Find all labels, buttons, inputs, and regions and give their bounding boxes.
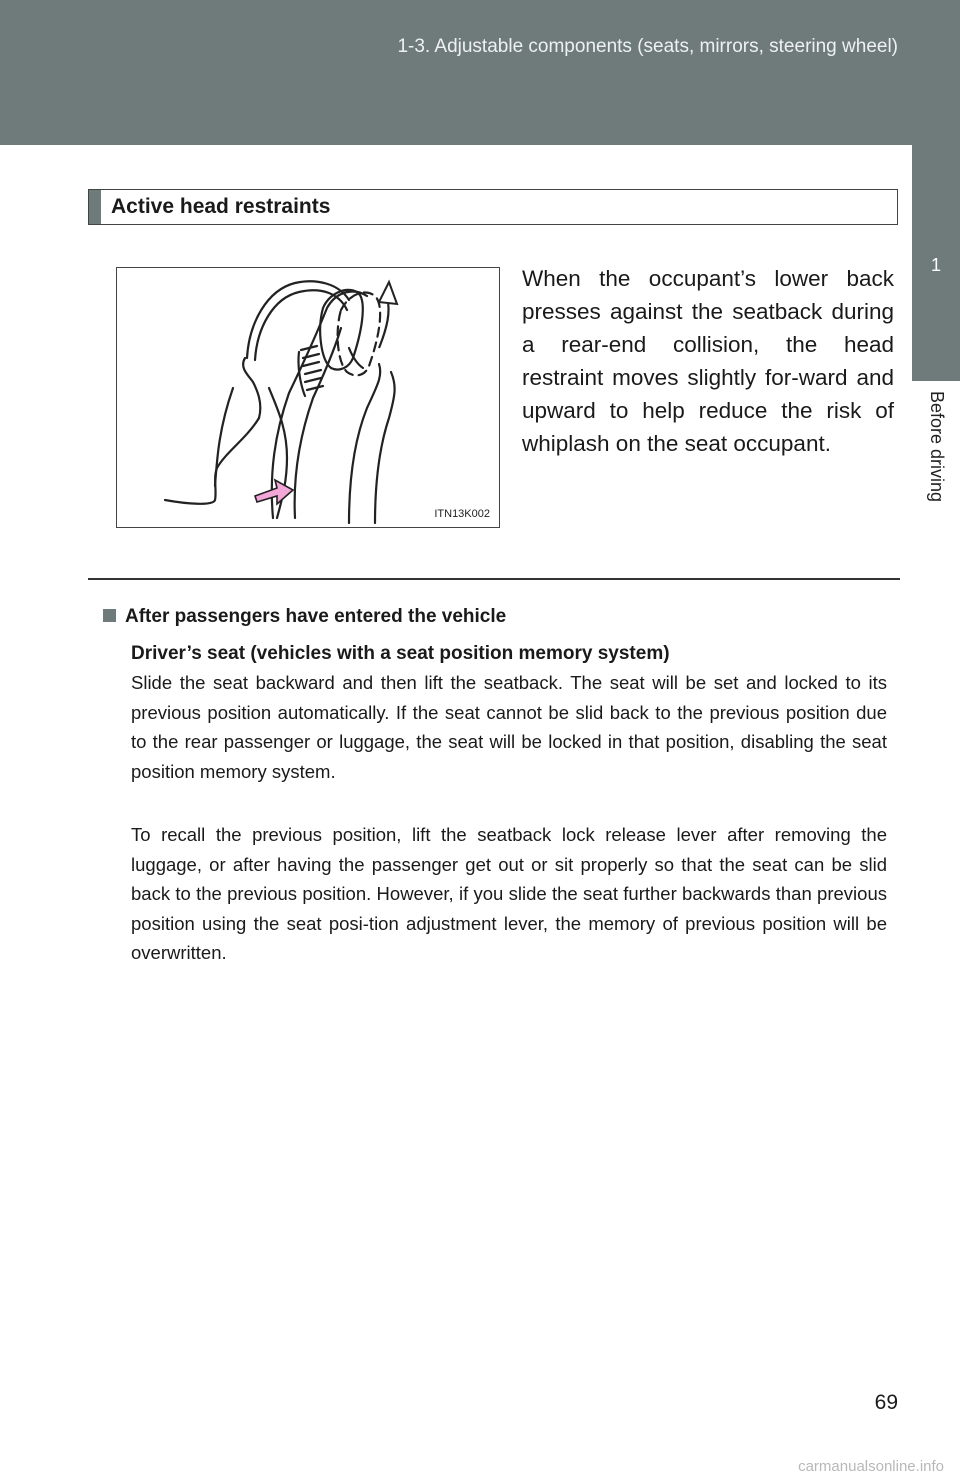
page-number: 69: [874, 1391, 898, 1414]
notes-paragraph-2: To recall the previous position, lift the seatback lock release lever after removing the luggage, or after having the passenger get out or sit properly so that the seat can be slid back to the previous position. However, if you slide the seat further backwards than previous position using the seat posi-tion adjustment lever, the memory of previous position will be overwritten.: [131, 824, 887, 963]
chapter-number: 1: [930, 255, 941, 275]
notes-heading-row: [103, 606, 506, 628]
chapter-label-container: [912, 381, 960, 551]
section-title-box: [88, 189, 898, 225]
watermark: carmanualsonline.info: [798, 1458, 944, 1475]
section-title: Active head restraints: [111, 195, 331, 218]
section-divider: [88, 578, 900, 580]
running-header-title: 1-3. Adjustable components (seats, mirrors, steering wheel): [397, 36, 898, 57]
seat-occupant-drawing: [117, 268, 499, 527]
notes-paragraph-1: Slide the seat backward and then lift the seatback. The seat will be set and locked to its previous position automatically. If the seat cannot be slid back to the previous position due to the rear passenger or luggage, the seat will be locked in that position, disabling the seat position memory system.: [131, 672, 887, 782]
chapter-label: Before driving: [927, 391, 947, 503]
figure-code: ITN13K002: [434, 508, 490, 520]
notes-heading: After passengers have entered the vehicle: [125, 606, 507, 627]
chapter-tab[interactable]: [912, 145, 960, 381]
head-restraint-illustration: [116, 267, 500, 528]
notes-subheading: Driver’s seat (vehicles with a seat position memory system): [131, 643, 670, 664]
intro-paragraph: When the occupant’s lower back presses against the seatback during a rear-end collision, the head restraint moves slightly for-ward and upward to help reduce the risk of whiplash on the seat occupant.: [522, 266, 894, 456]
section-title-accent: [89, 190, 101, 224]
header-band: [0, 0, 960, 145]
square-bullet-icon: [103, 609, 116, 622]
